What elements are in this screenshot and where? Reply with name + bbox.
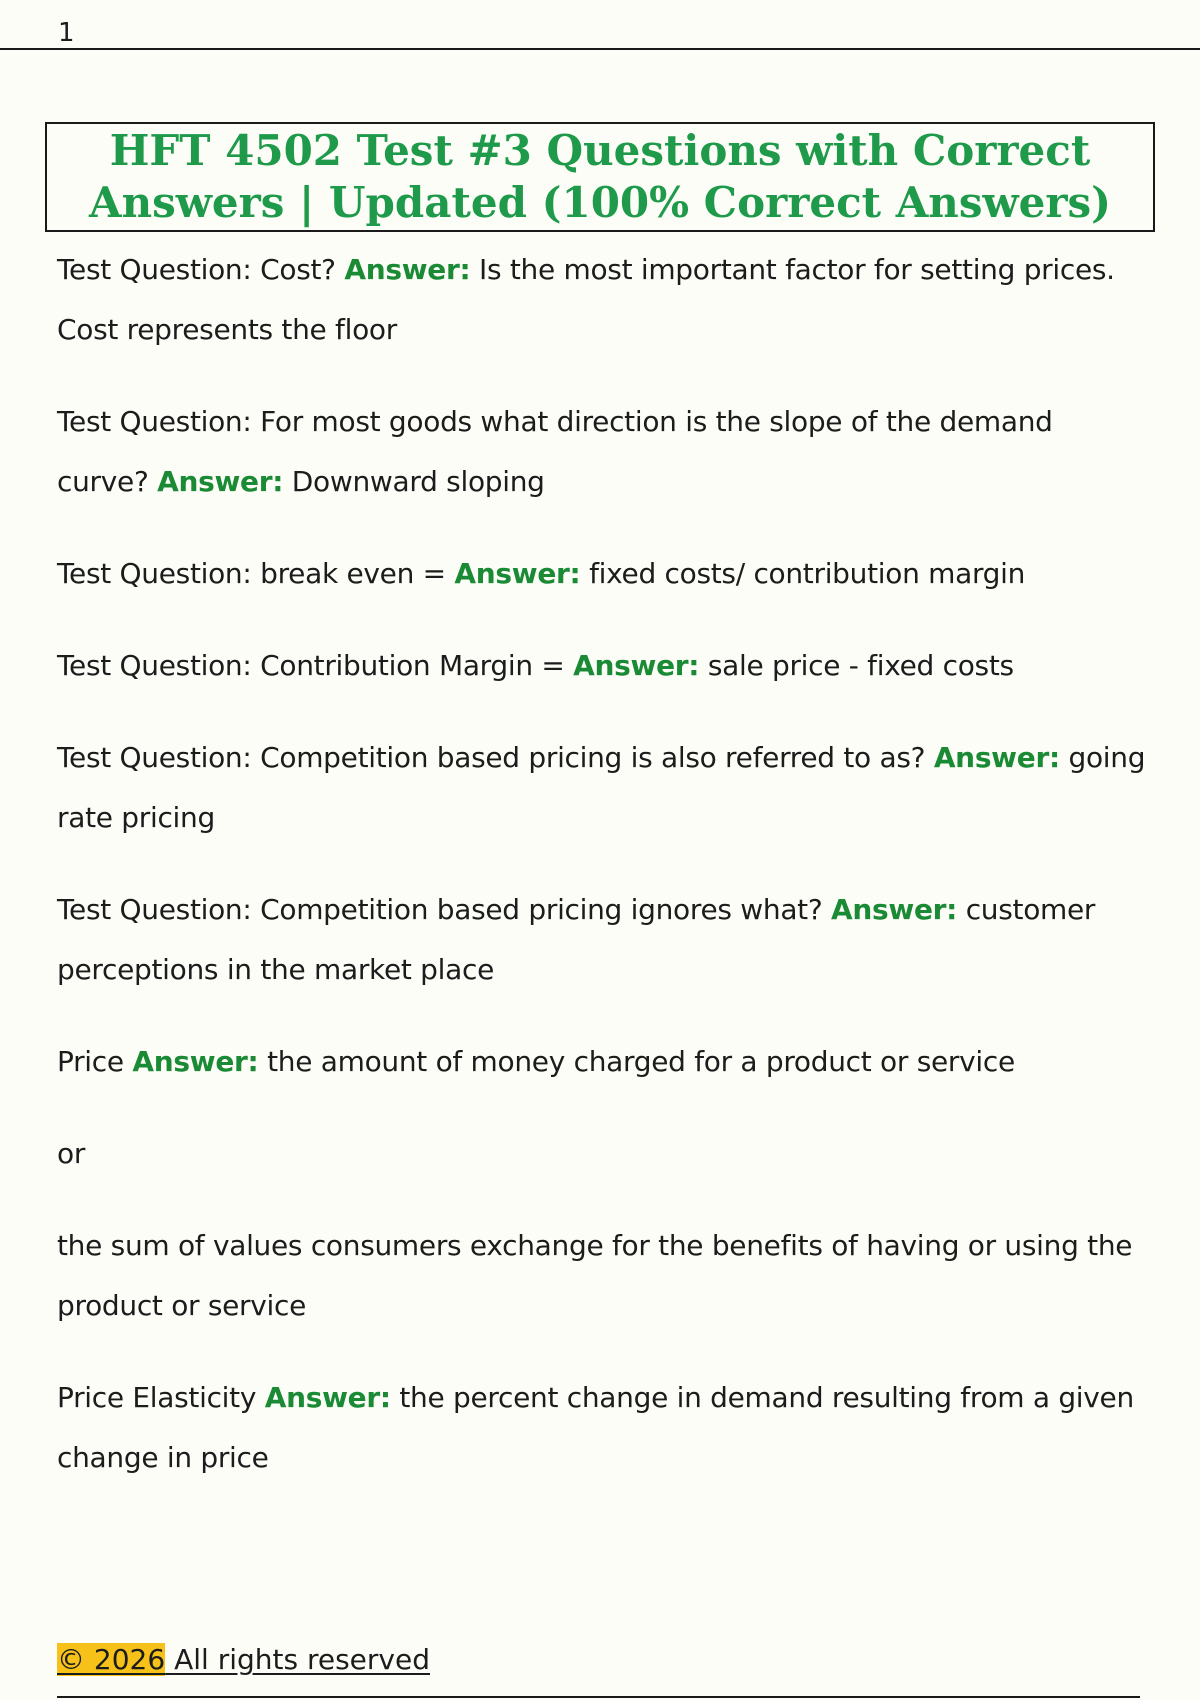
answer-text: the percent change in demand resulting from a given change in price	[57, 1381, 1134, 1474]
answer-label: Answer:	[933, 741, 1060, 774]
answer-label: Answer:	[157, 465, 284, 498]
qa-entry	[57, 1032, 1147, 1092]
answer-label: Answer:	[344, 253, 471, 286]
continuation-text: the sum of values consumers exchange for the benefits of having or using the product or service	[57, 1229, 1133, 1322]
title-box	[45, 122, 1155, 232]
rights-text: All rights reserved	[174, 1643, 430, 1676]
term-text: Price	[57, 1045, 124, 1078]
header-divider	[0, 48, 1200, 50]
answer-label: Answer:	[132, 1045, 259, 1078]
answer-label: Answer:	[831, 893, 958, 926]
qa-entry	[57, 544, 1147, 604]
answer-text: customer perceptions in the market place	[57, 893, 1096, 986]
footer-divider	[57, 1696, 1140, 1698]
qa-entry	[57, 728, 1147, 848]
answer-text: the amount of money charged for a product or service	[267, 1045, 1015, 1078]
question-text: Test Question: Competition based pricing is also referred to as?	[57, 741, 926, 774]
document-title: HFT 4502 Test #3 Questions with Correct Answers | Updated (100% Correct Answers)	[88, 126, 1111, 227]
answer-text: going rate pricing	[57, 741, 1146, 834]
qa-entry	[57, 880, 1147, 1000]
footer-copyright	[57, 1640, 430, 1680]
qa-entry	[57, 1368, 1147, 1488]
answer-label: Answer:	[264, 1381, 391, 1414]
question-text: Test Question: For most goods what direction is the slope of the demand curve?	[57, 405, 1053, 498]
question-text: Test Question: Competition based pricing ignores what?	[57, 893, 823, 926]
page-number: 1	[58, 18, 75, 48]
continuation-text: or	[57, 1137, 86, 1170]
qa-entry	[57, 392, 1147, 512]
answer-text: fixed costs/ contribution margin	[589, 557, 1026, 590]
qa-entry	[57, 240, 1147, 360]
question-text: Test Question: Contribution Margin =	[57, 649, 565, 682]
answer-text: sale price - fixed costs	[707, 649, 1014, 682]
answer-text: Downward sloping	[291, 465, 545, 498]
qa-entry	[57, 636, 1147, 696]
copyright-highlight: © 2026	[57, 1643, 166, 1676]
answer-label: Answer:	[454, 557, 581, 590]
answer-label: Answer:	[573, 649, 700, 682]
qa-list	[57, 240, 1147, 1520]
question-text: Test Question: Cost?	[57, 253, 336, 286]
term-text: Price Elasticity	[57, 1381, 257, 1414]
answer-text: Is the most important factor for setting prices. Cost represents the floor	[57, 253, 1115, 346]
question-text: Test Question: break even =	[57, 557, 446, 590]
